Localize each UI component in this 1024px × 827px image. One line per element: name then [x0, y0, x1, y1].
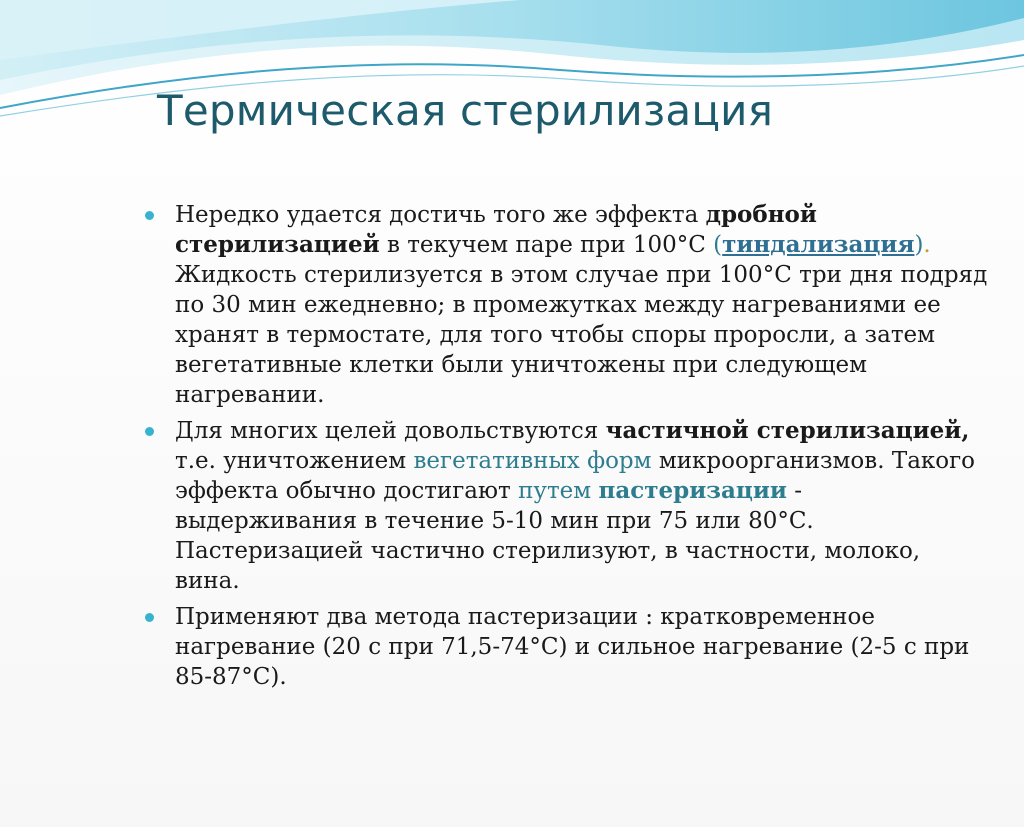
bullet-list — [140, 200, 990, 698]
tyndallization-link[interactable]: тиндализация — [722, 231, 915, 258]
bullet-item-partial-sterilization: Для многих целей довольствуются частичной стерилизацией, т.е. уничтожением вегетативных форм микроорганизмов. Такого эффекта обычно достигают путем пастеризации - выдерживания в течение 5-10 мин при 75 или 80°С. Пастеризацией частично стерилизуют, в частности, молоко, вина. — [140, 416, 990, 596]
bullet-dot-icon — [145, 427, 154, 436]
bullet-item-pasteurization-methods: Применяют два метода пастеризации : кратковременное нагревание (20 с при 71,5-74°С) и сильное нагревание (2-5 с при 85-87°С). — [140, 602, 990, 692]
bullet-dot-icon — [145, 211, 154, 220]
bullet-item-fractional-sterilization: Нередко удается достичь того же эффекта дробной стерилизацией в текучем паре при 100°С (тиндализация). Жидкость стерилизуется в этом случае при 100°С три дня подряд по 30 мин ежедневно; в промежутках между нагреваниями ее хранят в термостате, для того чтобы споры проросли, а затем вегетативные клетки были уничтожены при следующем нагревании. — [140, 200, 990, 410]
bullet-dot-icon — [145, 613, 154, 622]
slide-title: Термическая стерилизация — [157, 86, 774, 135]
